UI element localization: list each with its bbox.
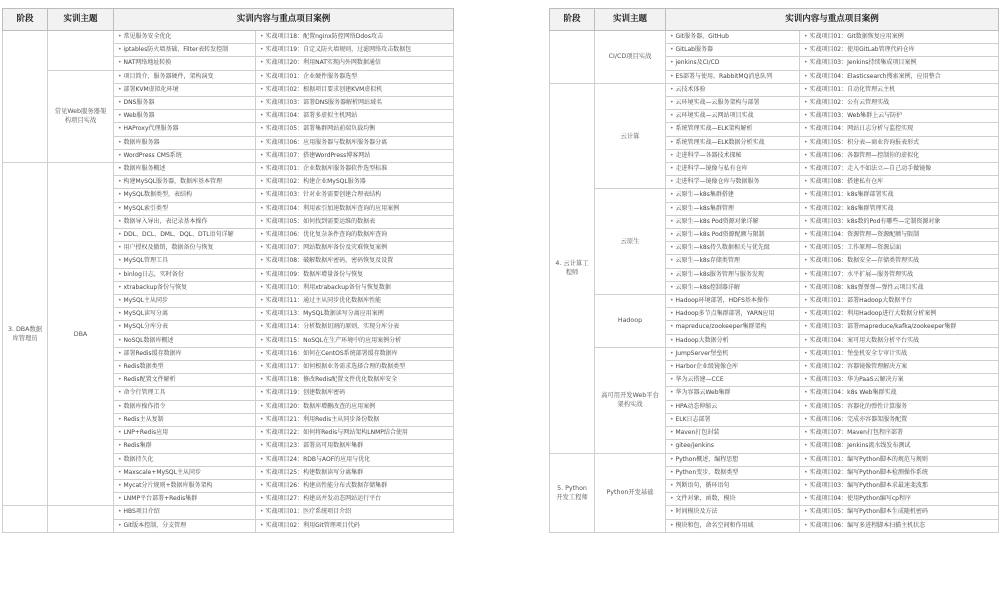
content-item-cell: • 云原生—k8s控制器详解 [666, 281, 800, 294]
content-item-cell: • 走进科学—镜像与私有仓库 [666, 163, 800, 176]
project-case-cell: • 实战项目25：构建数据读写分离集群 [256, 466, 454, 479]
content-item-cell: • 云原生—k8s持久数据相关与优先级 [666, 242, 800, 255]
project-case-cell: • 实战项目02：构建企业MySQL服务器 [256, 176, 454, 189]
project-case-cell: • 实战项目04：利用索引加速数据库查询的应用案例 [256, 202, 454, 215]
project-case-cell: • 实战项目03：Jenkins持续集成项目案例 [800, 57, 999, 70]
content-item-cell: • 云环境实战—云服务架构与部署 [666, 97, 800, 110]
content-item-cell: • Maven打包封装 [666, 427, 800, 440]
content-item-cell: • Harbor企业级镜像仓库 [666, 361, 800, 374]
content-item-cell: • 数据持久化 [114, 453, 256, 466]
content-item-cell: • Git版本控制，分支管理 [114, 519, 256, 532]
table-row [3, 163, 454, 176]
project-case-cell: • 实战项目24：RDB与AOF的应用与优化 [256, 453, 454, 466]
content-item-cell: • Hadoop大数据分析 [666, 334, 800, 347]
content-item-cell: • 文件对象，函数，模块 [666, 493, 800, 506]
project-case-cell: • 实战项目06：编写多进程脚本扫描主机状态 [800, 519, 999, 532]
content-item-cell: • Maxscale+MySQL主从同步 [114, 466, 256, 479]
table-row [550, 347, 999, 360]
content-item-cell: • 数据库服务概述 [114, 163, 256, 176]
content-item-cell: • xtrabackup备份与恢复 [114, 281, 256, 294]
project-case-cell: • 实战项目08：破解数据库密码，密码恢复及设置 [256, 255, 454, 268]
project-case-cell: • 实战项目07：网站数据库备份及灾难恢复案例 [256, 242, 454, 255]
project-case-cell: • 实战项目20：数据库增删改查的应用案例 [256, 400, 454, 413]
content-item-cell: • 云原生—k8s服务管理与服务发现 [666, 268, 800, 281]
project-case-cell: • 实战项目03：部署mapreduce/kafka/zookeeper集群 [800, 321, 999, 334]
project-case-cell: • 实战项目05：部署集群网站前端负载均衡 [256, 123, 454, 136]
table-header-row [550, 9, 999, 31]
content-item-cell: • MySQL分库分表 [114, 321, 256, 334]
project-case-cell: • 实战项目07：走入不如法立—自己动手做镜像 [800, 163, 999, 176]
project-case-cell: • 实战项目02：容器镜像管理解决方案 [800, 361, 999, 374]
project-case-cell: • 实战项目23：部署高可用数据库集群 [256, 440, 454, 453]
project-case-cell: • 实战项目16：如何在CentOS系统部署缓存数据库 [256, 347, 454, 360]
content-item-cell: • HPA动态伸缩云 [666, 400, 800, 413]
content-item-cell: • Python变步，数据类型 [666, 466, 800, 479]
project-case-cell: • 实战项目04：Elasticsearch搜索案例，应用整合 [800, 70, 999, 83]
table-row [3, 31, 454, 44]
project-case-cell: • 实战项目01：自动化管理云主机 [800, 83, 999, 96]
header-content: 实训内容与重点项目案例 [114, 9, 454, 31]
content-item-cell: • 部署Redis缓存数据库 [114, 347, 256, 360]
project-case-cell: • 实战项目11：通过主从同步优化数据库性能 [256, 295, 454, 308]
project-case-cell: • 实战项目01：Git数据恢复应用案例 [800, 31, 999, 44]
content-item-cell: • Git服务器，GitHub [666, 31, 800, 44]
project-case-cell: • 实战项目08：k8s弹弹弹—弹性云项目实战 [800, 281, 999, 294]
content-item-cell: • ELK日志部署 [666, 413, 800, 426]
project-case-cell: • 实战项目02：公有云管理实战 [800, 97, 999, 110]
content-item-cell: • 走进科学—各器技术探秘 [666, 149, 800, 162]
stage-cell: 3. DBA数据库管理员 [3, 163, 48, 506]
project-case-cell: • 实战项目01：堡垒机安全专审计实战 [800, 347, 999, 360]
content-item-cell: • 云原生—k8s集群管理 [666, 202, 800, 215]
content-item-cell: • 项目简介，服务器硬件，架构演变 [114, 70, 256, 83]
table-row [550, 453, 999, 466]
content-item-cell: • 云技术体验 [666, 83, 800, 96]
header-stage: 阶段 [550, 9, 595, 31]
project-case-cell: • 实战项目10：利用xtrabackup备份与恢复数据 [256, 281, 454, 294]
content-item-cell: • 用户授权及撤销，数据备份与恢复 [114, 242, 256, 255]
content-item-cell: • 云原生—k8s Pod资源配额与限制 [666, 229, 800, 242]
project-case-cell: • 实战项目05：工作原理—资源层面 [800, 242, 999, 255]
content-item-cell: • 系统管理实战—ELK架构解析 [666, 123, 800, 136]
content-item-cell: • Redis主从复制 [114, 413, 256, 426]
content-item-cell: • Hadoop环境部署，HDFS基本操作 [666, 295, 800, 308]
table-header-row [3, 9, 454, 31]
content-item-cell: • NAT网络地址转换 [114, 57, 256, 70]
content-item-cell: • HAProxy代理服务器 [114, 123, 256, 136]
content-item-cell: • NoSQL数据库概述 [114, 334, 256, 347]
project-case-cell: • 实战项目04：网站日志分析与监控实现 [800, 123, 999, 136]
project-case-cell: • 实战项目02：利用Git管理项目代码 [256, 519, 454, 532]
project-case-cell: • 实战项目06：完成亦容器架服务配置 [800, 413, 999, 426]
content-item-cell: • Redis配置文件解析 [114, 374, 256, 387]
topic-cell: 高可用开发Web平台架构实战 [595, 347, 666, 453]
project-case-cell: • 实战项目20：利用NAT实现内外网数据通信 [256, 57, 454, 70]
topic-cell [48, 31, 114, 71]
content-item-cell: • Python概述，编程思想 [666, 453, 800, 466]
project-case-cell: • 实战项目22：如何将Redis与网站架构LNMP结合使用 [256, 427, 454, 440]
topic-cell: CI/CD项目实战 [595, 31, 666, 84]
project-case-cell: • 实战项目04：k8s Web集群实战 [800, 387, 999, 400]
project-case-cell: • 实战项目06：数据安全—存储类管理实战 [800, 255, 999, 268]
content-item-cell: • ES部署与使用，RabbitMQ消息队列 [666, 70, 800, 83]
project-case-cell: • 实战项目19：自定义防火墙规则，过滤网络攻击数据包 [256, 44, 454, 57]
project-case-cell: • 实战项目02：利用Hadoop进行大数据分析案例 [800, 308, 999, 321]
content-item-cell: • 云原生—k8s存储类管理 [666, 255, 800, 268]
content-item-cell: • DNS服务器 [114, 97, 256, 110]
content-item-cell: • Redis集群 [114, 440, 256, 453]
project-case-cell: • 实战项目21：利用Redis主从同步备份数据 [256, 413, 454, 426]
content-item-cell: • JumpServer堡垒机 [666, 347, 800, 360]
stage-cell [550, 31, 595, 84]
content-item-cell: • 部署KVM虚拟化环境 [114, 83, 256, 96]
project-case-cell: • 实战项目01：k8s集群部署实战 [800, 189, 999, 202]
project-case-cell: • 实战项目02：根据项目要求创建KVM虚拟机 [256, 83, 454, 96]
project-case-cell: • 实战项目19：创建数据库密码 [256, 387, 454, 400]
table-row [3, 70, 454, 83]
project-case-cell: • 实战项目13：MySQL数据读写分离应用案例 [256, 308, 454, 321]
project-case-cell: • 实战项目02：编写Python脚本检测操作系统 [800, 466, 999, 479]
project-case-cell: • 实战项目01：部署Hadoop大数据平台 [800, 295, 999, 308]
topic-cell [48, 506, 114, 532]
project-case-cell: • 实战项目05：如何找到需要运维的数据表 [256, 215, 454, 228]
project-case-cell: • 实战项目18：修改Redis配置文件优化数据库安全 [256, 374, 454, 387]
project-case-cell: • 实战项目06：优化复杂条件查询的数据库查询 [256, 229, 454, 242]
content-item-cell: • MySQL读写分离 [114, 308, 256, 321]
project-case-cell: • 实战项目09：数据库增量备份与恢复 [256, 268, 454, 281]
project-case-cell: • 实战项目03：Web集群上云与防护 [800, 110, 999, 123]
content-item-cell: • LNP+Redis应用 [114, 427, 256, 440]
topic-cell: DBA [48, 163, 114, 506]
content-item-cell: • 走进科学—镜像仓库与数据服务 [666, 176, 800, 189]
project-case-cell: • 实战项目03：针对业务需要创建合理表结构 [256, 189, 454, 202]
content-item-cell: • 云原生—k8s Pod资源对象详解 [666, 215, 800, 228]
project-case-cell: • 实战项目17：如何根据业务需求选择合理的数据类型 [256, 361, 454, 374]
project-case-cell: • 实战项目01：企业硬件服务器选型 [256, 70, 454, 83]
content-item-cell: • jenkins及CI/CD [666, 57, 800, 70]
table-row [3, 506, 454, 519]
content-item-cell: • Mycat分片规则+数据库服务架构 [114, 479, 256, 492]
project-case-cell: • 实战项目07：搭建WordPress博客网站 [256, 149, 454, 162]
content-item-cell: • mapreduce/zookeeper集群架构 [666, 321, 800, 334]
table-row [550, 83, 999, 96]
stage-cell: 4. 云计算工程师 [550, 83, 595, 453]
project-case-cell: • 实战项目01：编写Python脚本的规范与规则 [800, 453, 999, 466]
project-case-cell: • 实战项目08：Jenkins流水线发布测试 [800, 440, 999, 453]
content-item-cell: • 常见服务安全优化 [114, 31, 256, 44]
project-case-cell: • 实战项目02：k8s集群管理实战 [800, 202, 999, 215]
content-item-cell: • 时间模块及方法 [666, 506, 800, 519]
content-item-cell: • 数据库服务器 [114, 136, 256, 149]
header-content: 实训内容与重点项目案例 [666, 9, 999, 31]
content-item-cell: • GitLab服务器 [666, 44, 800, 57]
topic-cell: 云计算 [595, 83, 666, 189]
project-case-cell: • 实战项目03：k8s数的Pod有哪些—定制资源对象 [800, 215, 999, 228]
project-case-cell: • 实战项目18：配置nginx防控网络Ddos攻击 [256, 31, 454, 44]
content-item-cell: • Redis数据类型 [114, 361, 256, 374]
stage-cell [3, 31, 48, 163]
content-item-cell: • LNMP平台部署+Redis集群 [114, 493, 256, 506]
project-case-cell: • 实战项目26：构建高性能分布式数据存储集群 [256, 479, 454, 492]
project-case-cell: • 实战项目08：搭建私有仓库 [800, 176, 999, 189]
project-case-cell: • 实战项目14：分析数据切割的原则，实现分库分表 [256, 321, 454, 334]
project-case-cell: • 实战项目04：使用Python编写cp程序 [800, 493, 999, 506]
project-case-cell: • 实战项目07：水平扩展—服务管理实战 [800, 268, 999, 281]
content-item-cell: • 判断语句，循环语句 [666, 479, 800, 492]
content-item-cell: • MySQL管理工具 [114, 255, 256, 268]
content-item-cell: • DDL、DCL、DML、DQL、DTL语句详解 [114, 229, 256, 242]
table-row [550, 189, 999, 202]
table-row [550, 295, 999, 308]
content-item-cell: • iptables防火墙基础，Filter表转发控制 [114, 44, 256, 57]
content-item-cell: • Hadoop多节点集群部署，YARN应用 [666, 308, 800, 321]
content-item-cell: • 构建MySQL服务器，数据库基本管理 [114, 176, 256, 189]
content-item-cell: • MySQL数据类型，表结构 [114, 189, 256, 202]
project-case-cell: • 实战项目01：医疗系统项目介绍 [256, 506, 454, 519]
content-item-cell: • MySQL索引类型 [114, 202, 256, 215]
content-item-cell: • 云原生—k8s集群搭建 [666, 189, 800, 202]
content-item-cell: • 命令行管理工具 [114, 387, 256, 400]
project-case-cell: • 实战项目05：编写Python脚本生成随机密码 [800, 506, 999, 519]
content-item-cell: • binlog日志，实时备份 [114, 268, 256, 281]
content-item-cell: • 云环境实战—云网站项目实战 [666, 110, 800, 123]
project-case-cell: • 实战项目04：部署多虚拟主机网站 [256, 110, 454, 123]
content-item-cell: • HBS项目介绍 [114, 506, 256, 519]
project-case-cell: • 实战项目03：部署DNS服务器解析网站域名 [256, 97, 454, 110]
content-item-cell: • Web服务器 [114, 110, 256, 123]
project-case-cell: • 实战项目06：应用服务器与数据库服务器分离 [256, 136, 454, 149]
content-item-cell: • gitee/jenkins [666, 440, 800, 453]
project-case-cell: • 实战项目15：NoSQL在生产环境中的应用案例分析 [256, 334, 454, 347]
project-case-cell: • 实战项目06：各器管理—控制你的虚拟化 [800, 149, 999, 162]
header-topic: 实训主题 [48, 9, 114, 31]
project-case-cell: • 实战项目05：积分表—商业咨询报表形式 [800, 136, 999, 149]
project-case-cell: • 实战项目07：Maven打包程序部署 [800, 427, 999, 440]
stage-cell [3, 506, 48, 532]
content-item-cell: • 华为容器云Web集群 [666, 387, 800, 400]
content-item-cell: • 模块和包，命名空间和作用域 [666, 519, 800, 532]
header-stage: 阶段 [3, 9, 48, 31]
topic-cell: 云原生 [595, 189, 666, 295]
topic-cell: Python开发基础 [595, 453, 666, 532]
content-item-cell: • MySQL主从同步 [114, 295, 256, 308]
left-curriculum-table [2, 8, 454, 533]
header-topic: 实训主题 [595, 9, 666, 31]
topic-cell: 常见Web服务器架构项目实战 [48, 70, 114, 162]
content-item-cell: • WordPress CMS系统 [114, 149, 256, 162]
project-case-cell: • 实战项目05：容器化的弹性计算服务 [800, 400, 999, 413]
content-item-cell: • 华为云搭建—CCE [666, 374, 800, 387]
content-item-cell: • 系统管理实战—ELK数据分析实战 [666, 136, 800, 149]
topic-cell: Hadoop [595, 295, 666, 348]
project-case-cell: • 实战项目03：华为PaaS云解决方案 [800, 374, 999, 387]
content-item-cell: • 数据库操作指令 [114, 400, 256, 413]
project-case-cell: • 实战项目03：编写Python脚本求最速斐波那 [800, 479, 999, 492]
project-case-cell: • 实战项目02：使用GitLab管理代码仓库 [800, 44, 999, 57]
content-item-cell: • 数据导入导出，表记录基本操作 [114, 215, 256, 228]
stage-cell: 5. Python开发工程师 [550, 453, 595, 532]
project-case-cell: • 实战项目04：案可用大数据分析平台实战 [800, 334, 999, 347]
table-row [550, 31, 999, 44]
project-case-cell: • 实战项目01：企业数据库服务器软件选型标准 [256, 163, 454, 176]
project-case-cell: • 实战项目27：构建高并发动态网站运行平台 [256, 493, 454, 506]
right-curriculum-table [549, 8, 999, 533]
project-case-cell: • 实战项目04：资源管理—资源配额与限制 [800, 229, 999, 242]
